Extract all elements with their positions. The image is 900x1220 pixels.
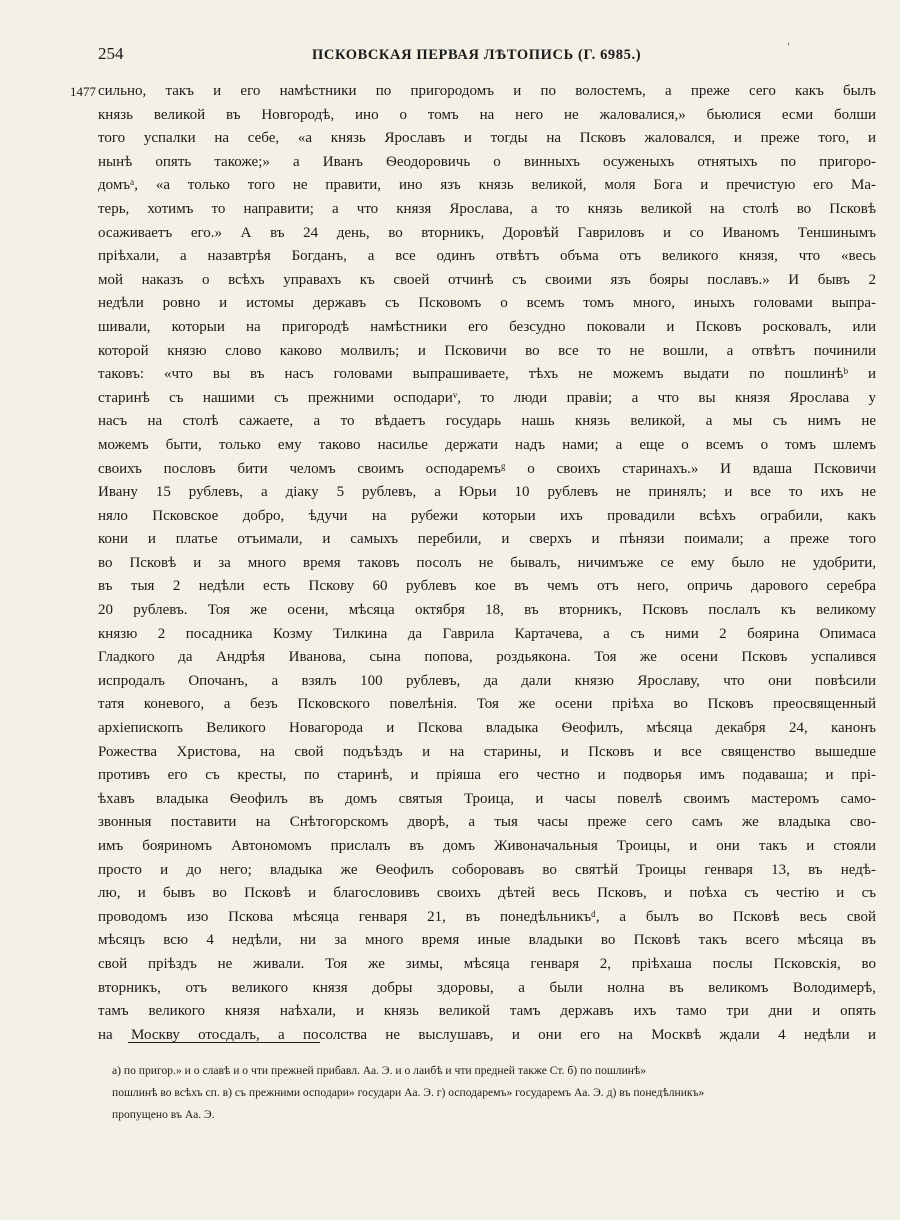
chronicle-text — [98, 80, 876, 1047]
running-head: ПСКОВСКАЯ ПЕРВАЯ ЛѢТОПИСЬ (Г. 6985.) — [312, 47, 642, 63]
text-line: тамъ великого князя наѣхали, и князь великой тамъ державъ ихъ тамо три дни и опять — [98, 1003, 876, 1020]
text-line: во Псковѣ и за много время таковъ посолъ не бывалъ, ничимъже се ему было не удобрити, — [98, 554, 876, 571]
text-line: на Москву отосдалъ, а посолства не выслушавъ, и они его на Москвѣ ждали 4 недѣли и — [98, 1026, 876, 1043]
text-line: архіепископъ Великого Новагорода и Пскова владыка Ѳеофилъ, мѣсяца декабря 24, канонъ — [98, 720, 876, 737]
text-line: звонныя поставити на Снѣтогорскомъ дворѣ, а тыя часы преже сего самъ же владыка сво- — [98, 814, 876, 831]
text-line: шивали, которыи на пригородѣ намѣстники его безсудно поковали и Псковъ росковалъ, или — [98, 318, 876, 335]
text-line: нынѣ опять такоже;» а Иванъ Ѳеодоровичь о винныхъ осуженыхъ отнятыхъ по пригоро- — [98, 153, 876, 170]
text-line: просто и до него; владыка же Ѳеофилъ соборовавъ во святѣй Троицы генваря 13, въ недѣ- — [98, 861, 876, 878]
text-line: можемъ быти, только ему таково насилье держати надъ нами; а еще о всемъ о томъ шлемъ — [98, 436, 876, 453]
footnote-line: пропущено въ Аа. Э. — [112, 1108, 215, 1121]
text-line: осаживаетъ его.» А въ 24 день, во вторникъ, Доровѣй Гавриловъ и со Иваномъ Теншинымъ — [98, 224, 876, 241]
text-line: таковъ: «что вы въ насъ головами выпрашиваете, тѣхъ не можемъ выдати по пошлинѣᵇ и — [98, 366, 876, 383]
margin-year: 1477 — [70, 84, 96, 99]
text-line: которой князю слово каково молвилъ; и Псковичи во все то не вошли, а отвѣтъ починили — [98, 342, 876, 359]
text-line: Рожества Христова, на свой подъѣздъ и на старины, и Псковъ и все священство вышедше — [98, 743, 876, 760]
text-line: князь великой въ Новгородѣ, ино о томъ на него не жаловалися,» бьюлися есми болши — [98, 106, 876, 123]
page-number: 254 — [98, 44, 124, 63]
text-line: Ивану 15 рублевъ, а діаку 5 рублевъ, а Юрьи 10 рублевъ не принялъ; и все то ихъ не — [98, 484, 876, 501]
text-line: мѣсяцъ всю 4 недѣли, ни за много время иные владыки во Псковѣ такъ всего мѣсяца въ — [98, 932, 876, 949]
text-line: имъ бояриномъ Автономомъ прислалъ въ домъ Живоначальныя Троицы, и они такъ и стояли — [98, 838, 876, 854]
footnote-line: а) по пригор.» и о славѣ и о чти прежней прибавл. Аа. Э. и о лаибѣ и чти предней также Ст. б) по пошлинѣ» — [112, 1064, 647, 1077]
footnote-line: пошлинѣ во всѣхъ сп. в) съ прежними осподари» государи Аа. Э. г) осподаремъ» государемъ Аа. Э. д) въ понедѣлникъ» — [112, 1086, 705, 1099]
text-line: лю, и бывъ во Псковѣ и благословивъ своихъ дѣтей весь Псковъ, и поѣха съ честію и съ — [98, 885, 876, 902]
text-line: противъ его съ кресты, по старинѣ, и пріяша его честно и подворья имъ подаваша; и прі- — [98, 767, 876, 784]
text-line: мой наказъ о всѣхъ управахъ къ своей отчинѣ съ своими язъ бояры пославъ.» И бывъ 2 — [98, 271, 876, 288]
text-line: кони и платье отъимали, и самыхъ перебили, и сверхъ и пѣнязи поимали; а преже того — [98, 531, 876, 548]
text-line: татя коневого, а безъ Псковского повелѣнія. Тоя же осени пріѣха во Псковъ преосвященный — [98, 696, 876, 713]
text-line: въ тыя 2 недѣли есть Пскову 60 рублевъ кое въ чемъ отъ него, опричь дарового серебра — [98, 578, 876, 595]
text-line: проводомъ изо Пскова мѣсяца генваря 21, въ понедѣльникъᵈ, а былъ во Псковѣ весь свой — [98, 908, 876, 925]
text-line: князю 2 посадника Козму Тилкина да Гаврила Картачева, а съ ними 2 боярина Опимаса — [98, 625, 876, 642]
text-line: няло Псковское добро, ѣдучи на рубежи которыи ихъ провадили всѣхъ ограбили, какъ — [98, 507, 876, 524]
text-line: испродалъ Опочанъ, а взялъ 100 рублевъ, да дали князю Ярославу, что они повѣсили — [98, 672, 876, 689]
text-line: Гладкого да Андрѣя Иванова, сына попова, роздьякона. Тоя же осени Псковъ успалився — [98, 649, 876, 666]
text-line: своихъ пословъ бити челомъ своимъ осподаремъᵍ о своихъ старинахъ.» И вдаша Псковичи — [98, 460, 876, 477]
text-line: терь, хотимъ то направити; а что князя Ярослава, а то князь великой на столѣ во Псковѣ — [98, 200, 876, 217]
text-line: недѣли ровно и истомы державъ съ Псковомъ о всемъ томъ много, иныхъ головами выпра- — [98, 295, 876, 312]
text-line: вторникъ, отъ великого князя добры здоровы, а были нолна въ великомъ Володимерѣ, — [98, 979, 876, 996]
footnote-rule — [128, 1042, 320, 1043]
print-mark: ' — [787, 42, 790, 53]
text-line: пріѣхали, а назавтрѣя Богданъ, а все одинъ отвѣтъ объма отъ великого князя, что «весь — [98, 248, 876, 265]
text-line: сильно, такъ и его намѣстники по пригородомъ и по волостемъ, а преже сего какъ былъ — [98, 83, 876, 99]
text-line: насъ на столѣ сажаете, а то вѣдаетъ государь нашь князь великой, а мы съ нимъ не — [98, 413, 876, 430]
text-line: старинѣ съ нашими съ прежними осподариᵛ, то люди правіи; а что вы князя Ярослава у — [98, 389, 876, 406]
text-line: ѣхавъ владыка Ѳеофилъ въ домъ святыя Троица, и часы повелѣ своимъ мастеромъ само- — [98, 790, 876, 807]
text-line: того успалки на себе, «а князь Ярославъ и тогды на Псковъ жаловался, и преже того, и — [98, 130, 876, 147]
text-line: домъᵃ, «а только того не правити, ино язъ князь великой, моля Бога и пречистую его Ма- — [98, 177, 876, 194]
text-line: 20 рублевъ. Тоя же осени, мѣсяца октября 18, въ вторникъ, Псковъ послалъ къ великому — [98, 602, 876, 619]
text-line: свой пріѣздъ не живали. Тоя же зимы, мѣсяца генваря 2, пріѣхаша послы Псковскія, во — [98, 955, 876, 972]
footnotes — [112, 1060, 876, 1126]
